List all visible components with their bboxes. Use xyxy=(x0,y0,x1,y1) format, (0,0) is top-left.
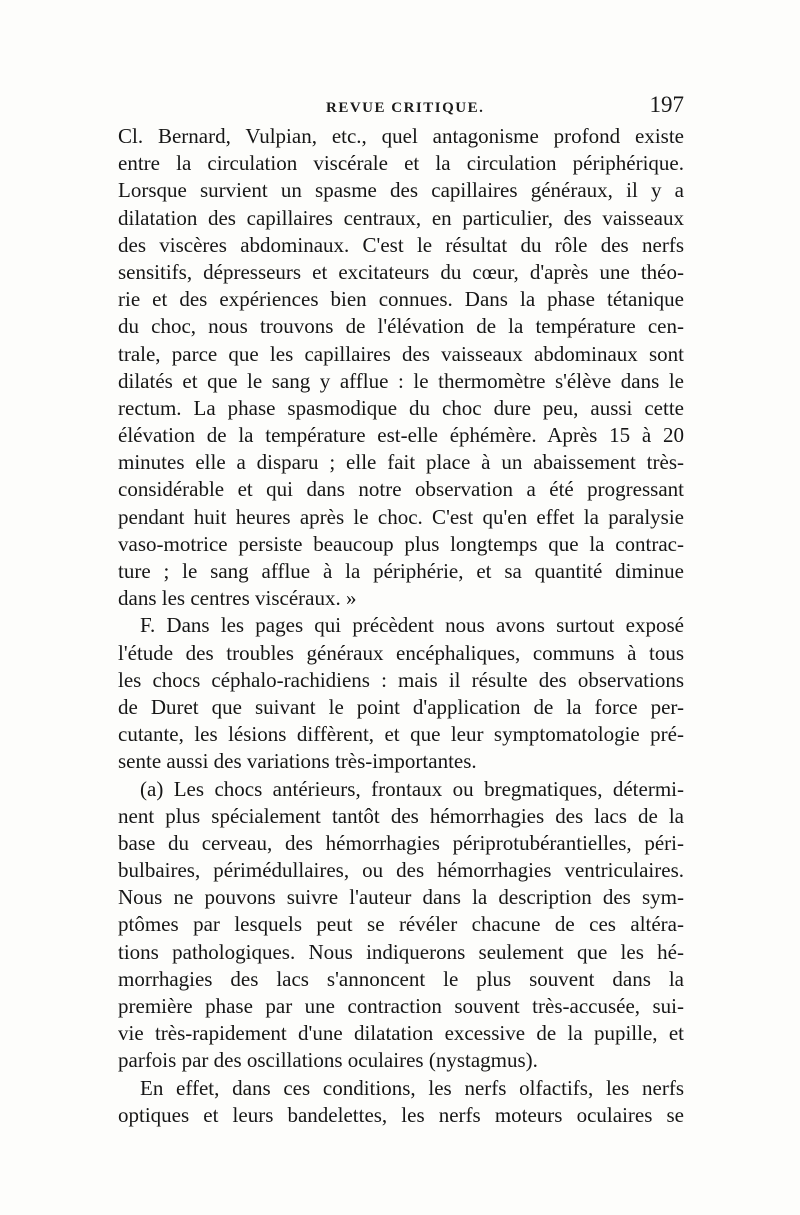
text-line: (a) Les chocs antérieurs, frontaux ou bregmatiques, détermi- xyxy=(140,776,684,801)
text-line: bulbaires, périmédullaires, ou des hémorrhagies ventriculaires. xyxy=(118,858,684,883)
page-number: 197 xyxy=(649,92,684,117)
text-line: Cl. Bernard, Vulpian, etc., quel antagonisme profond existe xyxy=(118,124,684,148)
text-line: considérable et qui dans notre observation a été progressant xyxy=(118,477,684,502)
text-line: première phase par une contraction souvent très-accusée, sui- xyxy=(118,994,684,1018)
text-line: Nous ne pouvons suivre l'auteur dans la description des sym- xyxy=(118,885,684,910)
text-line: cutante, les lésions diffèrent, et que leur symptomatologie pré- xyxy=(118,722,684,747)
text-line: trale, parce que les capillaires des vaisseaux abdominaux sont xyxy=(118,341,684,366)
text-line: optiques et leurs bandelettes, les nerfs moteurs oculaires se xyxy=(118,1102,684,1127)
text-line: élévation de la température est-elle éphémère. Après 15 à 20 xyxy=(118,423,684,448)
page-header xyxy=(118,92,684,124)
text-line: pendant huit heures après le choc. C'est qu'en effet la paralysie xyxy=(118,504,684,529)
text-line: dilatés et que le sang y afflue : le thermomètre s'élève dans le xyxy=(118,368,684,393)
text-line: minutes elle a disparu ; elle fait place à un abaissement très- xyxy=(118,450,684,475)
text-line: des viscères abdominaux. C'est le résultat du rôle des nerfs xyxy=(118,232,684,257)
text-line: ture ; le sang afflue à la périphérie, et sa quantité diminue xyxy=(118,559,684,583)
text-line: sensitifs, dépresseurs et excitateurs du cœur, d'après une théo- xyxy=(118,259,684,284)
text-line: l'étude des troubles généraux encéphaliques, communs à tous xyxy=(118,640,684,665)
text-line: de Duret que suivant le point d'application de la force per- xyxy=(118,694,684,719)
text-line: base du cerveau, des hémorrhagies périprotubérantielles, péri- xyxy=(118,830,684,855)
text-line: rectum. La phase spasmodique du choc dure peu, aussi cette xyxy=(118,395,684,420)
text-line: ptômes par lesquels peut se révéler chacune de ces altéra- xyxy=(118,912,684,937)
text-line: entre la circulation viscérale et la circulation périphérique. xyxy=(118,151,684,176)
text-line: morrhagies des lacs s'annoncent le plus souvent dans la xyxy=(118,966,684,991)
text-line: vie très-rapidement d'une dilatation excessive de la pupille, et xyxy=(118,1021,684,1046)
text-line: nent plus spécialement tantôt des hémorrhagies des lacs de la xyxy=(118,803,684,828)
text-line: En effet, dans ces conditions, les nerfs olfactifs, les nerfs xyxy=(140,1075,684,1100)
running-title: REVUE CRITIQUE. xyxy=(326,100,485,116)
text-line: du choc, nous trouvons de l'élévation de la température cen- xyxy=(118,314,684,339)
text-line: parfois par des oscillations oculaires (nystagmus). xyxy=(118,1048,538,1073)
text-line: Lorsque survient un spasme des capillaires généraux, il y a xyxy=(118,178,684,203)
text-line: dilatation des capillaires centraux, en particulier, des vaisseaux xyxy=(118,205,684,230)
text-line: dans les centres viscéraux. » xyxy=(118,586,357,611)
text-line: vaso-motrice persiste beaucoup plus longtemps que la contrac- xyxy=(118,531,684,556)
text-line: tions pathologiques. Nous indiquerons seulement que les hé- xyxy=(118,939,684,964)
text-line: sente aussi des variations très-importantes. xyxy=(118,749,477,774)
text-line: rie et des expériences bien connues. Dans la phase tétanique xyxy=(118,287,684,312)
body-text xyxy=(118,123,684,1129)
text-line: les chocs céphalo-rachidiens : mais il résulte des observations xyxy=(118,667,684,692)
text-line: F. Dans les pages qui précèdent nous avons surtout exposé xyxy=(140,613,684,638)
